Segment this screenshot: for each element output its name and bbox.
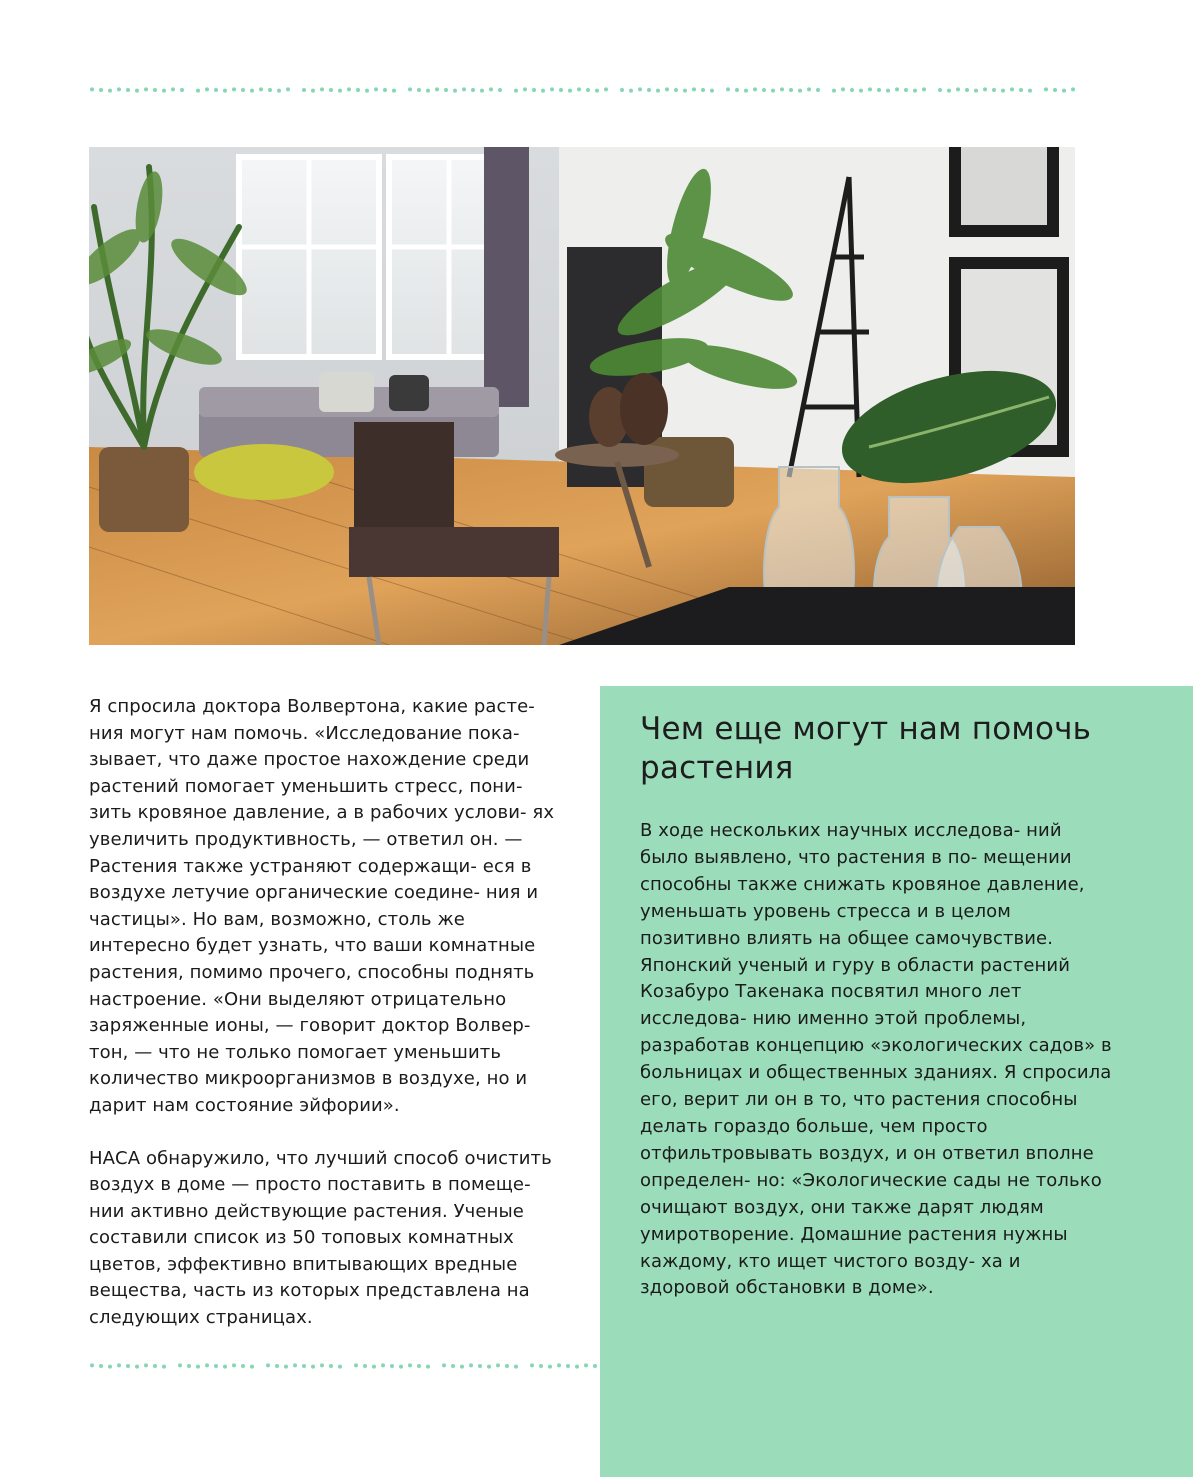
dot: [144, 87, 148, 91]
dot: [1028, 89, 1032, 93]
dot: [726, 87, 730, 91]
dot: [586, 88, 590, 92]
sidebar-box: [600, 686, 1193, 1477]
dot: [374, 87, 378, 91]
dot: [710, 89, 714, 93]
dot: [144, 1363, 148, 1367]
dot: [108, 1365, 112, 1369]
dot: [223, 1365, 227, 1369]
dot: [841, 87, 845, 91]
dot: [471, 88, 475, 92]
dot: [541, 89, 545, 93]
dot: [241, 88, 245, 92]
dot: [180, 88, 184, 92]
dot: [480, 89, 484, 93]
dot: [744, 89, 748, 93]
dot: [329, 88, 333, 92]
dot: [566, 1364, 570, 1368]
dot: [338, 89, 342, 93]
dot: [338, 1365, 342, 1369]
dot: [356, 88, 360, 92]
dot: [135, 89, 139, 93]
top-dotted-divider: [0, 0, 1193, 110]
dot: [275, 1364, 279, 1368]
dot: [498, 88, 502, 92]
dot: [895, 87, 899, 91]
dot: [1071, 87, 1075, 91]
dot: [365, 89, 369, 93]
dot: [983, 87, 987, 91]
dot: [214, 88, 218, 92]
dot: [1062, 89, 1066, 93]
curtain: [484, 147, 529, 407]
dot: [90, 1363, 94, 1367]
dot: [250, 89, 254, 93]
dot: [311, 1365, 315, 1369]
dot: [293, 1363, 297, 1367]
dot: [762, 88, 766, 92]
dot: [753, 87, 757, 91]
dot: [426, 89, 430, 93]
dot: [539, 1364, 543, 1368]
dot: [90, 87, 94, 91]
dot: [232, 87, 236, 91]
dot: [392, 89, 396, 93]
dot: [135, 1365, 139, 1369]
dot: [266, 1363, 270, 1367]
dot: [913, 89, 917, 93]
interior-photo: [89, 147, 1075, 645]
dot: [196, 89, 200, 93]
dot: [347, 87, 351, 91]
dot: [187, 1364, 191, 1368]
dot: [162, 89, 166, 93]
dot: [947, 89, 951, 93]
dot: [302, 1364, 306, 1368]
dot: [807, 87, 811, 91]
dot: [178, 1363, 182, 1367]
dot: [886, 89, 890, 93]
dot: [505, 1364, 509, 1368]
dot: [426, 1365, 430, 1369]
dot: [250, 1365, 254, 1369]
dot: [859, 89, 863, 93]
dot: [444, 88, 448, 92]
dot: [453, 89, 457, 93]
dot: [656, 89, 660, 93]
dot: [126, 88, 130, 92]
dot: [171, 87, 175, 91]
dot: [1010, 87, 1014, 91]
main-text-column: [89, 694, 567, 1332]
dot: [117, 1363, 121, 1367]
dot: [548, 1365, 552, 1369]
dot: [992, 88, 996, 92]
paragraph: Я спросила доктора Волвертона, какие расте- ния могут нам помочь. «Исследование пока- зывает, что даже простое нахождение среди растений помогает уменьшить стресс, пони- зить кровяное давление, а в рабочих услови- ях увеличить продуктивность, — ответил он. — Растения также устраняют содержащи- еся в воздухе летучие органические соедине- ния и частицы». Но вам, возможно, столь же интересно будет узнать, что ваши комнатные растения, помимо прочего, способны поднять настроение. «Они выделяют отрицательно заряженные ионы, — говорит доктор Волвер- тон, — что не только помогает уменьшить количество микроорганизмов в воздухе, но и дарит нам состояние эйфории».: [89, 696, 555, 1116]
sidebar-text: В ходе нескольких научных исследова- ний было выявлено, что растения в по- мещении способны также снижать кровяное давление, уменьшать уровень стресса и в целом позитивно влиять на общее самочувствие. Японский ученый и гуру в области растений Козабуро Такенака посвятил много лет исследова- нию именно этой проблемы, разработав концепцию «экологических садов» в больницах и общественных зданиях. Я спросила его, верит ли он в то, что растения способны делать гораздо больше, чем просто отфильтровывать воздух, и он ответил вполне определен- но: «Экологические сады не только очищают воздух, они также дарят людям умиротворение. Домашние растения нужны каждому, кто ищет чистого возду- ха и здоровой обстановки в доме».: [640, 820, 1112, 1299]
dot: [223, 89, 227, 93]
dot: [408, 1363, 412, 1367]
dot: [487, 1365, 491, 1369]
dot: [647, 88, 651, 92]
dot: [153, 1364, 157, 1368]
dot: [868, 87, 872, 91]
dot: [780, 87, 784, 91]
dot: [701, 88, 705, 92]
dot: [877, 88, 881, 92]
dot: [408, 87, 412, 91]
dot: [568, 89, 572, 93]
paragraph: НАСА обнаружило, что лучший способ очистить воздух в доме — просто поставить в помеще- нии активно действующие растения. Ученые составили список из 50 топовых комнатных цветов, эффективно впитывающих вредные вещества, часть из которых представлена на следующих страницах.: [89, 1147, 552, 1329]
dot: [1019, 88, 1023, 92]
dot: [390, 1364, 394, 1368]
dot: [575, 1365, 579, 1369]
dot: [550, 87, 554, 91]
dot: [514, 89, 518, 93]
dot: [593, 1364, 597, 1368]
dot: [584, 1363, 588, 1367]
dot: [383, 88, 387, 92]
dot: [435, 87, 439, 91]
dot: [638, 87, 642, 91]
dot: [683, 89, 687, 93]
dot: [381, 1363, 385, 1367]
dot: [665, 87, 669, 91]
dot: [205, 87, 209, 91]
dot: [577, 87, 581, 91]
dot: [153, 88, 157, 92]
dot: [469, 1363, 473, 1367]
dot: [938, 88, 942, 92]
dot: [850, 88, 854, 92]
dot: [771, 89, 775, 93]
dot: [1001, 89, 1005, 93]
dot: [302, 88, 306, 92]
dot: [489, 87, 493, 91]
dot: [832, 89, 836, 93]
yellow-pouf: [194, 444, 334, 500]
sidebar-title: Чем еще могут нам помочь растения: [640, 711, 1092, 786]
dot: [214, 1364, 218, 1368]
dot: [974, 89, 978, 93]
dot: [259, 87, 263, 91]
dot: [329, 1364, 333, 1368]
dot: [99, 88, 103, 92]
dot: [232, 1363, 236, 1367]
dot: [320, 1363, 324, 1367]
dot: [620, 88, 624, 92]
dot: [399, 1365, 403, 1369]
dot: [904, 88, 908, 92]
dot: [965, 88, 969, 92]
dot: [816, 88, 820, 92]
dot: [530, 1363, 534, 1367]
dot: [372, 1365, 376, 1369]
dot: [789, 88, 793, 92]
dot: [604, 87, 608, 91]
dot: [557, 1363, 561, 1367]
dot: [595, 89, 599, 93]
dot: [629, 89, 633, 93]
dot: [354, 1363, 358, 1367]
dot: [205, 1363, 209, 1367]
dot: [1044, 87, 1048, 91]
dot: [162, 1365, 166, 1369]
window-left: [239, 157, 509, 357]
dot: [363, 1364, 367, 1368]
dot: [284, 1365, 288, 1369]
dot: [311, 89, 315, 93]
dot: [196, 1365, 200, 1369]
dot: [478, 1364, 482, 1368]
dot: [117, 87, 121, 91]
dot: [523, 87, 527, 91]
dot: [451, 1364, 455, 1368]
dot: [798, 89, 802, 93]
dot: [417, 1364, 421, 1368]
dot: [268, 88, 272, 92]
dot: [922, 87, 926, 91]
dot: [286, 87, 290, 91]
dot: [417, 88, 421, 92]
dot: [241, 1364, 245, 1368]
dot: [277, 89, 281, 93]
dot: [496, 1363, 500, 1367]
dot: [735, 88, 739, 92]
dot: [514, 1365, 518, 1369]
dot: [460, 1365, 464, 1369]
dot: [442, 1363, 446, 1367]
dot: [532, 88, 536, 92]
dot: [1053, 88, 1057, 92]
dot: [108, 89, 112, 93]
dot: [674, 88, 678, 92]
dot: [462, 87, 466, 91]
dot: [559, 88, 563, 92]
dot: [99, 1364, 103, 1368]
dot: [956, 87, 960, 91]
dot: [126, 1364, 130, 1368]
dot: [320, 87, 324, 91]
dot: [692, 87, 696, 91]
